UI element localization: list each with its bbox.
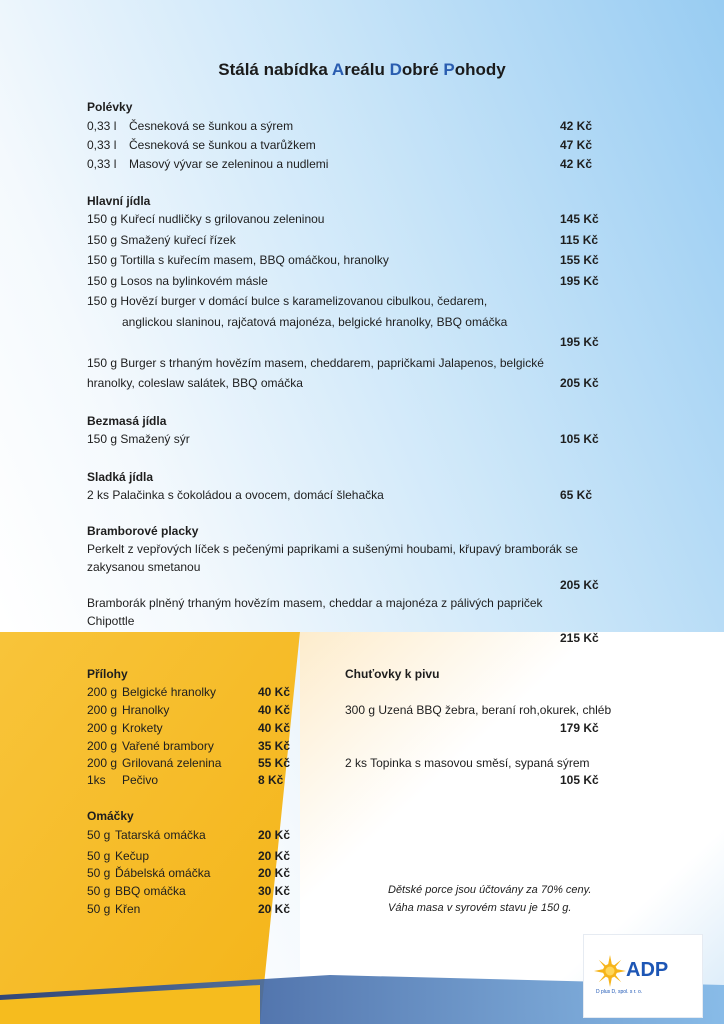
soup-qty: 0,33 l — [87, 138, 117, 152]
sauce-name: Křen — [115, 902, 141, 916]
sauce-qty: 50 g — [87, 866, 111, 880]
side-price: 40 Kč — [258, 685, 291, 699]
side-name: Pečivo — [122, 773, 159, 787]
sauce-qty: 50 g — [87, 849, 111, 863]
sauce-qty: 50 g — [87, 902, 111, 916]
placka-price: 215 Kč — [560, 631, 599, 645]
soup-name: Česneková se šunkou a tvarůžkem — [129, 138, 316, 152]
sauce-name: Kečup — [115, 849, 150, 863]
company-logo — [583, 934, 703, 1018]
soup-price: 47 Kč — [560, 138, 593, 152]
placka-price: 205 Kč — [560, 578, 599, 592]
placka-line2: zakysanou smetanou — [87, 560, 201, 574]
sun-icon — [594, 955, 626, 987]
placka-line2: Chipottle — [87, 614, 135, 628]
side-qty: 200 g — [87, 756, 118, 770]
section-heading-omacky: Omáčky — [87, 809, 134, 823]
side-qty: 200 g — [87, 703, 118, 717]
snack-price: 179 Kč — [560, 721, 599, 735]
veg-item-price: 105 Kč — [560, 432, 599, 446]
side-qty: 200 g — [87, 685, 118, 699]
main-item-price: 205 Kč — [560, 376, 599, 390]
main-item-price: 145 Kč — [560, 212, 599, 226]
main-item: 150 g Kuřecí nudličky s grilovanou zeleninou — [87, 212, 325, 226]
soup-name: Masový vývar se zeleninou a nudlemi — [129, 157, 329, 171]
side-price: 8 Kč — [258, 773, 284, 787]
section-heading-sladka: Sladká jídla — [87, 470, 154, 484]
note-children-portions: Dětské porce jsou účtovány za 70% ceny. — [388, 884, 592, 896]
soup-price: 42 Kč — [560, 157, 593, 171]
side-name: Grilovaná zelenina — [122, 756, 222, 770]
main-item: 150 g Tortilla s kuřecím masem, BBQ omáčkou, hranolky — [87, 253, 389, 267]
sweet-item: 2 ks Palačinka s čokoládou a ovocem, domácí šlehačka — [87, 488, 384, 502]
main-item-line1: 150 g Hovězí burger v domácí bulce s karamelizovanou cibulkou, čedarem, — [87, 294, 488, 308]
main-item-price: 195 Kč — [560, 335, 599, 349]
sauce-price: 30 Kč — [258, 884, 291, 898]
soup-name: Česneková se šunkou a sýrem — [129, 119, 294, 133]
side-price: 40 Kč — [258, 703, 291, 717]
side-qty: 1ks — [87, 773, 106, 787]
main-item: 150 g Losos na bylinkovém másle — [87, 274, 268, 288]
side-name: Krokety — [122, 721, 163, 735]
side-price: 55 Kč — [258, 756, 291, 770]
section-heading-placky: Bramborové placky — [87, 524, 199, 538]
snack-item: 300 g Uzená BBQ žebra, beraní roh,okurek, chléb — [345, 703, 612, 717]
sauce-name: Tatarská omáčka — [115, 828, 206, 842]
placka-line1: Perkelt z vepřových líček s pečenými paprikami a sušenými houbami, křupavý bramborák se — [87, 542, 578, 556]
note-meat-weight: Váha masa v syrovém stavu je 150 g. — [388, 902, 572, 914]
side-name: Belgické hranolky — [122, 685, 217, 699]
sauce-price: 20 Kč — [258, 828, 291, 842]
veg-item: 150 g Smažený sýr — [87, 432, 190, 446]
snack-item: 2 ks Topinka s masovou směsí, sypaná sýrem — [345, 756, 590, 770]
main-item-line2: hranolky, coleslaw salátek, BBQ omáčka — [87, 376, 303, 390]
logo-text: ADP — [626, 959, 669, 981]
section-heading-prilohy: Přílohy — [87, 667, 128, 681]
side-price: 40 Kč — [258, 721, 291, 735]
main-item: 150 g Smažený kuřecí řízek — [87, 233, 236, 247]
sauce-price: 20 Kč — [258, 902, 291, 916]
main-item-line2: anglickou slaninou, rajčatová majonéza, belgické hranolky, BBQ omáčka — [122, 315, 508, 329]
soup-qty: 0,33 l — [87, 119, 117, 133]
main-item-price: 115 Kč — [560, 233, 599, 247]
section-heading-polevky: Polévky — [87, 100, 133, 114]
section-heading-bezmasa: Bezmasá jídla — [87, 414, 167, 428]
sauce-name: BBQ omáčka — [115, 884, 186, 898]
side-qty: 200 g — [87, 721, 118, 735]
main-item-price: 155 Kč — [560, 253, 599, 267]
soup-price: 42 Kč — [560, 119, 593, 133]
section-heading-chutovky: Chuťovky k pivu — [345, 667, 440, 681]
snack-price: 105 Kč — [560, 773, 599, 787]
sweet-item-price: 65 Kč — [560, 488, 593, 502]
side-price: 35 Kč — [258, 739, 291, 753]
main-item-line1: 150 g Burger s trhaným hovězím masem, cheddarem, papričkami Jalapenos, belgické — [87, 356, 544, 370]
sauce-price: 20 Kč — [258, 849, 291, 863]
sauce-qty: 50 g — [87, 828, 111, 842]
placka-line1: Bramborák plněný trhaným hovězím masem, cheddar a majonéza z pálivých papriček — [87, 596, 543, 610]
sauce-qty: 50 g — [87, 884, 111, 898]
section-heading-hlavni: Hlavní jídla — [87, 194, 151, 208]
page-title: Stálá nabídka Areálu Dobré Pohody — [218, 60, 506, 79]
sauce-price: 20 Kč — [258, 866, 291, 880]
side-qty: 200 g — [87, 739, 118, 753]
side-name: Vařené brambory — [122, 739, 214, 753]
side-name: Hranolky — [122, 703, 170, 717]
logo-subtitle: D plus D, spol. s r. o. — [596, 989, 643, 995]
main-item-price: 195 Kč — [560, 274, 599, 288]
sauce-name: Ďábelská omáčka — [115, 866, 211, 880]
soup-qty: 0,33 l — [87, 157, 117, 171]
